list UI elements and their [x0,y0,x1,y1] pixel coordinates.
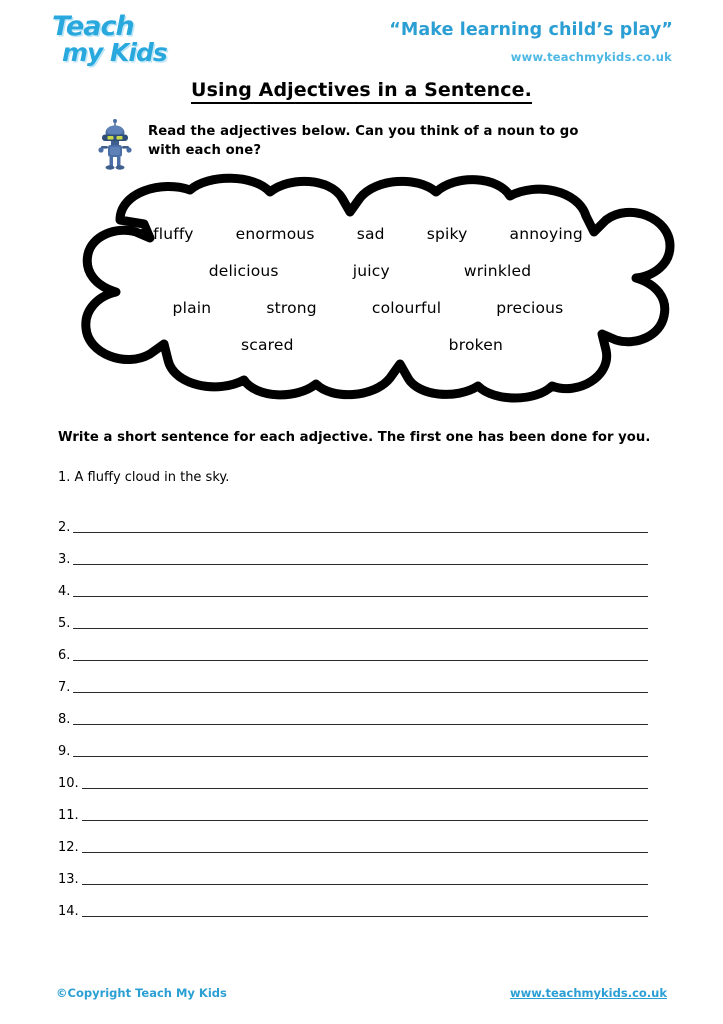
adjective-word: enormous [235,225,315,243]
answer-line[interactable] [58,696,648,728]
answer-line[interactable] [58,568,648,600]
answer-lines-list [58,504,648,920]
word-bank-row [58,262,678,280]
answer-line[interactable] [58,504,648,536]
answer-writing-rule[interactable] [82,852,648,853]
answer-number: 9. [58,744,71,759]
page-header [0,0,723,78]
example-answer: 1. A fluffy cloud in the sky. [58,470,230,485]
adjective-word: scared [240,336,294,354]
footer-website-link[interactable]: www.teachmykids.co.uk [509,986,667,1000]
answer-number: 6. [58,648,71,663]
answer-line[interactable] [58,664,648,696]
answer-number: 4. [58,584,71,599]
adjective-word: plain [172,299,212,317]
teach-my-kids-logo [52,11,182,70]
logo-line-1: Teach [52,11,134,42]
word-bank-row [58,299,678,317]
answer-writing-rule[interactable] [82,916,648,917]
answer-number: 7. [58,680,71,695]
answer-number: 5. [58,616,71,631]
adjective-word: delicious [208,262,279,280]
answer-writing-rule[interactable] [73,628,648,629]
answer-writing-rule[interactable] [82,820,648,821]
answer-line[interactable] [58,792,648,824]
adjective-word: colourful [371,299,442,317]
adjective-word: sad [356,225,385,243]
robot-icon [98,119,132,171]
answer-line[interactable] [58,760,648,792]
answer-line[interactable] [58,856,648,888]
answer-writing-rule[interactable] [73,596,648,597]
answer-line[interactable] [58,600,648,632]
word-bank-words [58,168,678,408]
task-instruction: Write a short sentence for each adjective. The first one has been done for you. [58,430,651,445]
answer-writing-rule[interactable] [73,724,648,725]
answer-line[interactable] [58,536,648,568]
answer-writing-rule[interactable] [73,756,648,757]
word-bank-cloud [58,168,678,408]
adjective-word: wrinkled [463,262,532,280]
answer-writing-rule[interactable] [73,564,648,565]
copyright-text: ©Copyright Teach My Kids [56,986,227,1000]
page-title [0,79,723,101]
answer-line[interactable] [58,728,648,760]
answer-number: 12. [58,840,79,855]
adjective-word: fluffy [153,225,194,243]
answer-number: 13. [58,872,79,887]
word-bank-row [58,336,678,354]
logo-line-2: my Kids [62,38,167,67]
answer-writing-rule[interactable] [82,788,648,789]
adjective-word: precious [496,299,564,317]
adjective-word: annoying [509,225,583,243]
answer-number: 11. [58,808,79,823]
adjective-word: strong [266,299,317,317]
answer-line[interactable] [58,888,648,920]
header-website-url[interactable]: www.teachmykids.co.uk [510,50,672,64]
brand-tagline: “Make learning child’s play” [389,20,673,40]
answer-line[interactable] [58,824,648,856]
answer-number: 10. [58,776,79,791]
page-footer [0,976,723,1024]
answer-number: 2. [58,520,71,535]
answer-number: 3. [58,552,71,567]
page-title-text: Using Adjectives in a Sentence. [191,79,532,104]
instruction-block [98,122,618,171]
adjective-word: juicy [352,262,390,280]
answer-writing-rule[interactable] [73,660,648,661]
answer-writing-rule[interactable] [73,692,648,693]
answer-line[interactable] [58,632,648,664]
answer-number: 8. [58,712,71,727]
adjective-word: broken [448,336,504,354]
adjective-word: spiky [426,225,468,243]
answer-writing-rule[interactable] [82,884,648,885]
answer-number: 14. [58,904,79,919]
word-bank-row [58,225,678,243]
answer-writing-rule[interactable] [73,532,648,533]
instruction-text: Read the adjectives below. Can you think of a noun to go with each one? [148,124,579,158]
